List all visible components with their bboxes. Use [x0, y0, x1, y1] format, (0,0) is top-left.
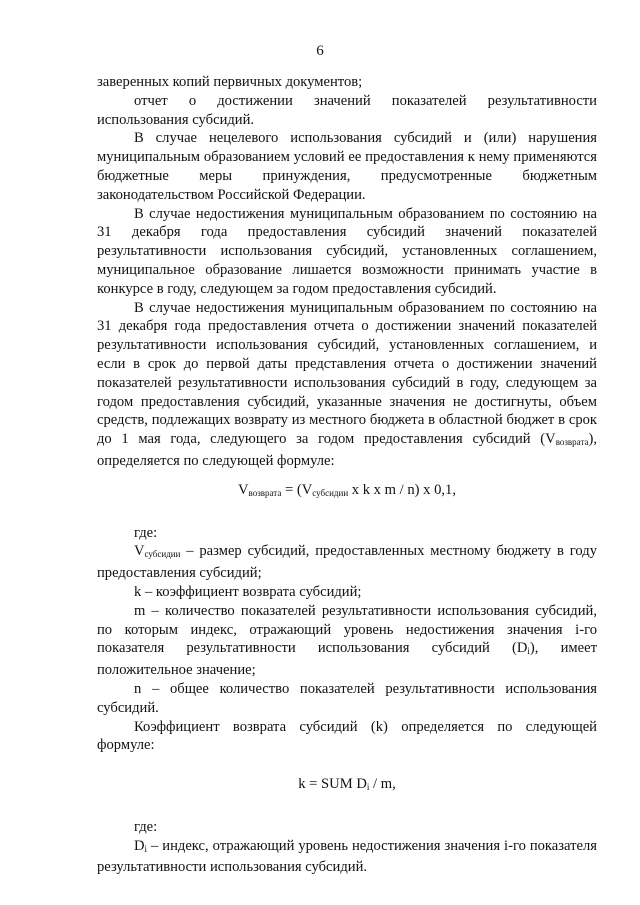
page-number: 6	[316, 43, 324, 59]
refund-tail: ), определяется по следующей формуле:	[97, 431, 597, 469]
def-di-subscript: i	[144, 843, 148, 854]
formula-refund	[97, 481, 597, 503]
def-m-tail: ), имеет положительное значение;	[97, 640, 597, 679]
formula-coef-sub: i	[366, 782, 370, 793]
where-label-2: где:	[134, 818, 158, 835]
document-body	[97, 73, 597, 877]
definition-k: k – коэффициент возврата субсидий;	[134, 583, 362, 600]
paragraph-copies: заверенных копий первичных документов;	[97, 74, 363, 90]
formula-refund-mid-sub: субсидии	[312, 487, 349, 498]
refund-text: В случае недостижения муниципальным образованием по состоянию на 31 декабря года предоставления отчета о достижении значений показателей результативности использования субсидий, установленных соглашением, и если в срок до первой даты представления отчета о достижении значений показателей результативности использования субсидий в году, следующем за годом предоставления субсидий, указанные значения не достигнуты, объем средств, подлежащих возврату из местного бюджета в областной бюджет в срок до 1 мая года, следующего за годом предоставления субсидий (V	[97, 299, 597, 448]
definition-di	[97, 837, 597, 878]
def-v-subscript: субсидии	[144, 549, 181, 560]
def-di-text: – индекс, отражающий уровень недостижения значения i-го показателя результативности использования субсидий.	[97, 837, 597, 876]
formula-coefficient	[97, 775, 597, 797]
paragraph-report: отчет о достижении значений показателей результативности использования субсидий.	[97, 92, 597, 128]
formula-refund-v-sub: возврата	[248, 487, 282, 498]
definition-m	[97, 602, 597, 680]
def-v-text: – размер субсидий, предоставленных местному бюджету в году предоставления субсидий;	[97, 543, 597, 582]
paragraph-non-achievement-refund	[97, 299, 597, 471]
formula-refund-mid: = (V	[281, 481, 313, 498]
formula-refund-v: V	[238, 481, 249, 498]
formula-coef-text: k = SUM D	[298, 776, 367, 793]
paragraph-misuse: В случае нецелевого использования субсидий и (или) нарушения муниципальным образованием условий ее предоставления к нему применяются бюджетные меры принуждения, предусмотренные бюджетным законодательством Российской Федерации.	[97, 130, 597, 203]
definition-v-subsidy	[97, 542, 597, 583]
refund-subscript: возврата	[555, 437, 589, 448]
paragraph-non-achievement-contest: В случае недостижения муниципальным образованием по состоянию на 31 декабря года предоставления субсидий значений показателей результативности использования субсидий, установленных соглашением, муниципальное образование лишается возможности принимать участие в конкурсе в году, следующем за годом предоставления субсидий.	[97, 205, 597, 297]
def-m-subscript: i	[527, 646, 530, 657]
paragraph-coefficient: Коэффициент возврата субсидий (k) определяется по следующей формуле:	[97, 718, 597, 754]
formula-coef-tail: / m,	[369, 776, 396, 793]
formula-refund-tail: x k x m / n) x 0,1,	[348, 481, 456, 498]
def-v-symbol: V	[134, 543, 145, 560]
definition-n: n – общее количество показателей результативности использования субсидий.	[97, 680, 597, 716]
def-m-text: m – количество показателей результативности использования субсидий, по которым индекс, отражающий уровень недостижения значения i-го показателя результативности использования субсидий (D	[97, 602, 597, 657]
where-label-1: где:	[134, 524, 158, 541]
def-di-symbol: D	[134, 837, 145, 854]
